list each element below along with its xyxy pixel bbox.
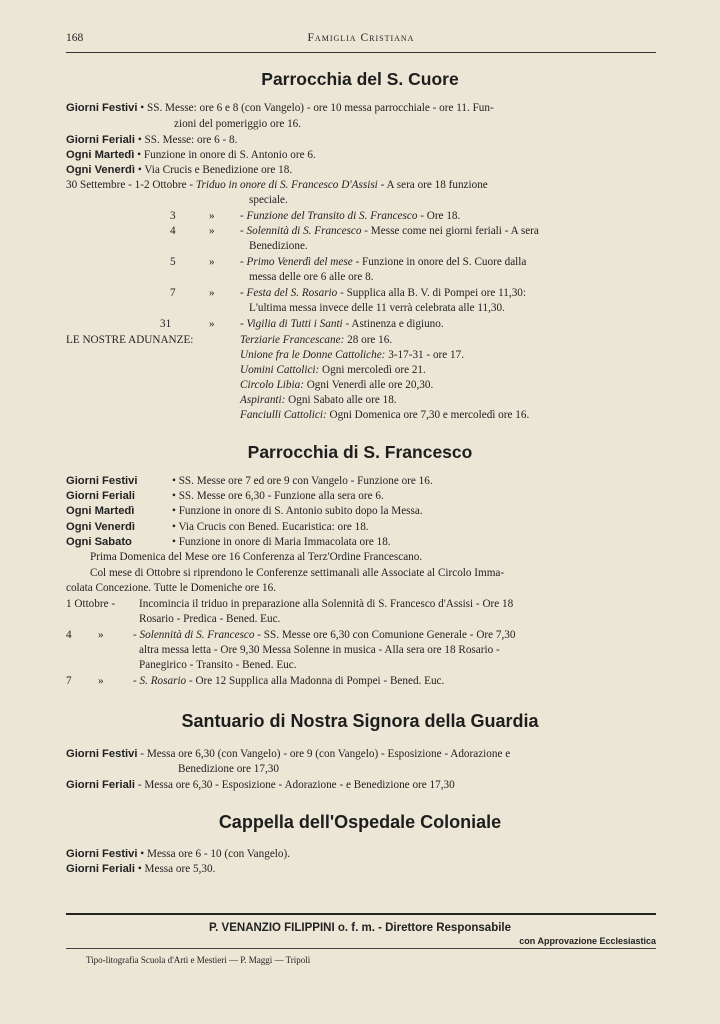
section-title-cappella: Cappella dell'Ospedale Coloniale xyxy=(218,812,502,832)
row-text: - Messa ore 6,30 (con Vangelo) - ore 9 (con Vangelo) - Esposizione - Adorazione e xyxy=(140,748,511,760)
special-row xyxy=(66,178,488,193)
event-text: - Ore 12 Supplica alla Madonna di Pompei - Bened. Euc. xyxy=(188,675,445,687)
event-text: - Supplica alla B. V. di Pompei ore 11,30: xyxy=(340,287,526,299)
meeting-title: Terziarie Francescane: xyxy=(240,334,345,346)
meeting-title: Unione fra le Donne Cattoliche: xyxy=(240,349,386,361)
row-label: Ogni Martedì xyxy=(66,505,135,517)
schedule-row xyxy=(66,747,510,762)
event-text: - Astinenza e digiuno. xyxy=(345,318,444,330)
director-line: P. VENANZIO FILIPPINI o. f. m. - Direttore Responsabile xyxy=(208,922,512,934)
row-text: • SS. Messe ore 7 ed ore 9 con Vangelo - Funzione ore 16. xyxy=(172,475,433,487)
meeting-text: Ogni Venerdì alle ore 20,30. xyxy=(306,379,434,391)
event-text: - Ore 18. xyxy=(420,210,461,222)
meeting-text: 28 ore 16. xyxy=(347,334,393,346)
schedule-row xyxy=(66,847,290,862)
printer-line: Tipo-litografia Scuola d'Arti e Mestieri — P. Maggi — Tripoli xyxy=(86,955,311,965)
day-number: 31 xyxy=(160,318,172,330)
meeting-text: Ogni mercoledì ore 21. xyxy=(322,364,426,376)
day-number: 7 xyxy=(170,287,176,299)
event-line xyxy=(133,674,444,689)
schedule-row xyxy=(66,520,135,535)
row-label: Ogni Venerdì xyxy=(66,521,136,533)
row-text: • Messa ore 6 - 10 (con Vangelo). xyxy=(140,848,291,860)
adunanze-label: LE NOSTRE ADUNANZE: xyxy=(66,334,194,346)
meeting-text: 3-17-31 - ore 17. xyxy=(388,349,465,361)
day-number: 3 xyxy=(170,210,176,222)
header-rule xyxy=(66,52,656,53)
event-text: - Messe come nei giorni feriali - A sera xyxy=(364,225,539,237)
schedule-row xyxy=(66,778,455,793)
event-title: - Vigilia di Tutti i Santi xyxy=(240,318,343,330)
event-line xyxy=(240,224,539,239)
row-continuation: L'ultima messa invece delle 11 verrà celebrata alle 11,30. xyxy=(249,302,505,314)
row-label: Giorni Festivi xyxy=(66,848,138,860)
row-label: Giorni Feriali xyxy=(66,490,136,502)
schedule-row xyxy=(66,101,494,116)
event-line xyxy=(133,628,515,643)
event-text: - A sera ore 18 funzione xyxy=(380,179,488,191)
meeting-row xyxy=(240,348,464,363)
paragraph-continuation: colata Concezione. Tutte le Domeniche ore 16. xyxy=(66,582,277,594)
ditto-mark: » xyxy=(209,256,215,268)
meeting-row xyxy=(240,408,529,423)
row-text: • SS. Messe ore 6,30 - Funzione alla sera ore 6. xyxy=(172,490,384,502)
schedule-row xyxy=(66,535,132,550)
ditto-mark: » xyxy=(209,210,215,222)
row-continuation: messa delle ore 6 alle ore 8. xyxy=(249,271,374,283)
event-title: - Festa del S. Rosario xyxy=(240,287,338,299)
meeting-row xyxy=(240,363,426,378)
row-text: • Funzione in onore di Maria Immacolata ore 18. xyxy=(172,536,391,548)
row-continuation: Benedizione. xyxy=(249,240,308,252)
row-text: • SS. Messe: ore 6 - 8. xyxy=(137,134,238,146)
row-continuation: speciale. xyxy=(249,194,288,206)
ditto-mark: » xyxy=(209,318,215,330)
schedule-row xyxy=(66,489,135,504)
approval-line: con Approvazione Ecclesiastica xyxy=(519,936,656,946)
date-label: 30 Settembre - 1-2 Ottobre - xyxy=(66,179,194,191)
row-label: Ogni Venerdì xyxy=(66,164,136,176)
page-header xyxy=(66,32,656,50)
row-text: - Messa ore 6,30 - Esposizione - Adorazione - e Benedizione ore 17,30 xyxy=(137,779,455,791)
row-label: Giorni Feriali xyxy=(66,863,136,875)
row-continuation: zioni del pomeriggio ore 16. xyxy=(174,118,302,130)
meeting-title: Aspiranti: xyxy=(240,394,286,406)
event-line xyxy=(240,317,444,332)
page-number: 168 xyxy=(66,32,84,44)
row-continuation: altra messa letta - Ore 9,30 Messa Solenne in musica - Alla sera ore 18 Rosario - xyxy=(139,644,500,656)
section-title-san-francesco: Parrocchia di S. Francesco xyxy=(247,442,473,462)
event-text: - SS. Messe ore 6,30 con Comunione Generale - Ore 7,30 xyxy=(257,629,516,641)
schedule-row xyxy=(66,862,215,877)
row-label: Giorni Festivi xyxy=(66,475,138,487)
row-continuation: Panegirico - Transito - Bened. Euc. xyxy=(139,659,297,671)
footer-rule xyxy=(66,913,656,915)
event-title: - Funzione del Transito di S. Francesco xyxy=(240,210,418,222)
meeting-row xyxy=(240,333,392,348)
meeting-title: Uomini Cattolici: xyxy=(240,364,320,376)
schedule-row xyxy=(66,504,134,519)
running-title: Famiglia Cristiana xyxy=(307,32,415,44)
paragraph: Col mese di Ottobre si riprendono le Conferenze settimanali alle Associate al Circolo Imma- xyxy=(90,567,505,579)
event-text: Incomincia il triduo in preparazione alla Solennità di S. Francesco d'Assisi - Ore 18 xyxy=(139,598,514,610)
event-title: - Primo Venerdì del mese xyxy=(240,256,353,268)
event-text: - Funzione in onore del S. Cuore dalla xyxy=(355,256,527,268)
row-label: Giorni Festivi xyxy=(66,748,138,760)
event-title: - Solennità di S. Francesco xyxy=(240,225,362,237)
ditto-mark: » xyxy=(98,675,104,687)
meeting-row xyxy=(240,393,397,408)
paragraph: Prima Domenica del Mese ore 16 Conferenza al Terz'Ordine Francescano. xyxy=(90,551,423,563)
ditto-mark: » xyxy=(209,225,215,237)
row-text: • Funzione in onore di S. Antonio subito dopo la Messa. xyxy=(172,505,423,517)
section-title-sacro-cuore: Parrocchia del S. Cuore xyxy=(261,69,459,89)
day-number: 5 xyxy=(170,256,176,268)
day-number: 7 xyxy=(66,675,72,687)
event-line xyxy=(240,286,526,301)
row-text: • SS. Messe: ore 6 e 8 (con Vangelo) - ore 10 messa parrocchiale - ore 11. Fun- xyxy=(140,102,494,114)
event-title: - Solennità di S. Francesco xyxy=(133,629,255,641)
meeting-title: Fanciulli Cattolici: xyxy=(240,409,327,421)
ditto-mark: » xyxy=(209,287,215,299)
row-label: Giorni Feriali xyxy=(66,134,136,146)
row-text: • Messa ore 5,30. xyxy=(137,863,216,875)
meeting-row xyxy=(240,378,433,393)
row-continuation: Benedizione ore 17,30 xyxy=(178,763,279,775)
date-label: 1 Ottobre - xyxy=(66,598,116,610)
row-label: Ogni Martedì xyxy=(66,149,135,161)
schedule-row xyxy=(66,148,316,163)
event-line xyxy=(240,209,460,224)
ditto-mark: » xyxy=(98,629,104,641)
meeting-text: Ogni Sabato alle ore 18. xyxy=(288,394,397,406)
schedule-row xyxy=(66,163,292,178)
row-continuation: Rosario - Predica - Bened. Euc. xyxy=(139,613,281,625)
event-title: Triduo in onore di S. Francesco D'Assisi xyxy=(195,179,378,191)
day-number: 4 xyxy=(66,629,72,641)
meeting-title: Circolo Libia: xyxy=(240,379,304,391)
day-number: 4 xyxy=(170,225,176,237)
schedule-row xyxy=(66,133,237,148)
special-row xyxy=(170,209,176,224)
row-text: • Via Crucis e Benedizione ore 18. xyxy=(137,164,293,176)
row-text: • Via Crucis con Bened. Eucaristica: ore 18. xyxy=(172,521,369,533)
row-label: Giorni Feriali xyxy=(66,779,136,791)
footer-thin-rule xyxy=(66,948,656,949)
row-text: • Funzione in onore di S. Antonio ore 6. xyxy=(137,149,316,161)
row-label: Ogni Sabato xyxy=(66,536,132,548)
schedule-row xyxy=(66,474,138,489)
section-title-santuario: Santuario di Nostra Signora della Guardia xyxy=(181,711,539,731)
meeting-text: Ogni Domenica ore 7,30 e mercoledì ore 16. xyxy=(329,409,530,421)
row-label: Giorni Festivi xyxy=(66,102,138,114)
event-line xyxy=(240,255,526,270)
event-title: - S. Rosario xyxy=(133,675,187,687)
